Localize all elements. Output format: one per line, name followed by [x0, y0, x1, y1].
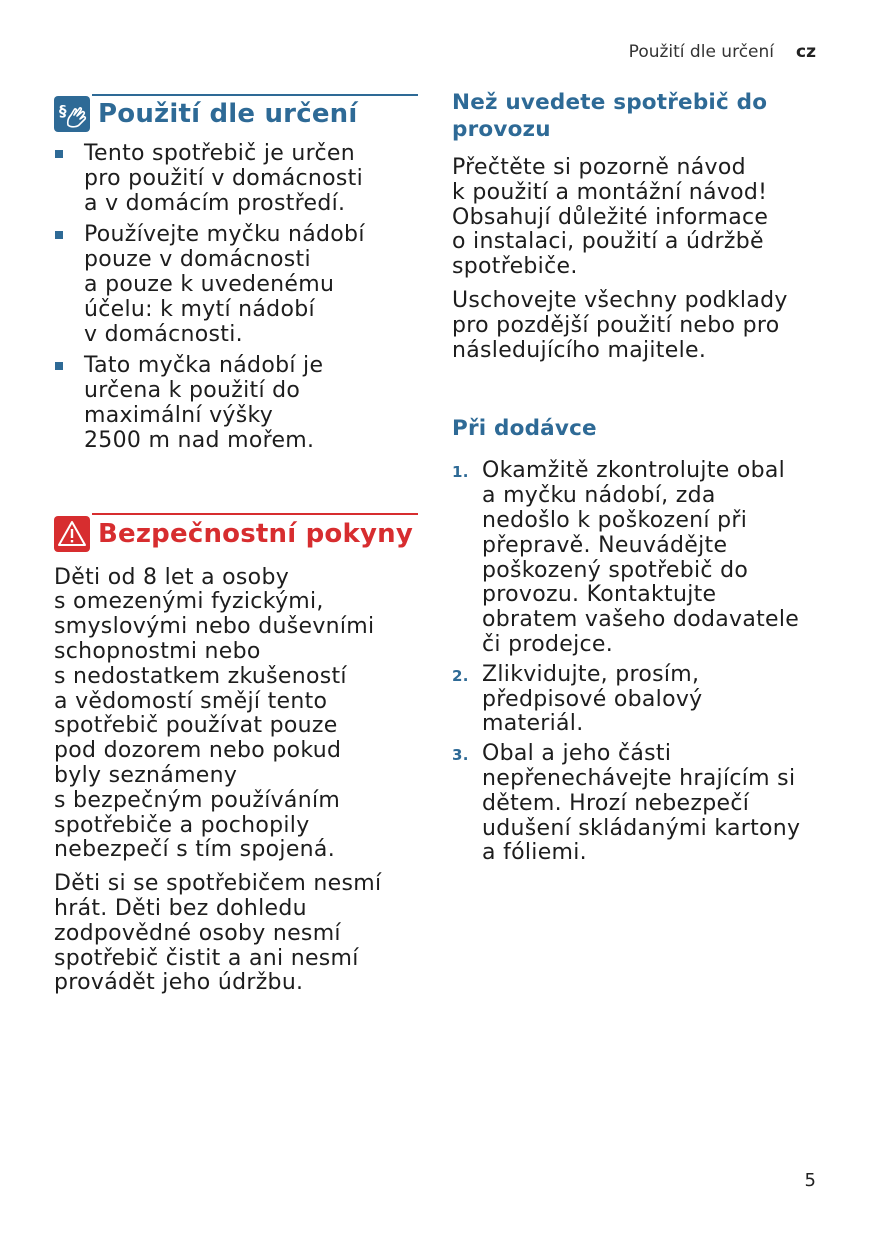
- safety-body: [54, 566, 418, 997]
- delivery-section: [452, 415, 824, 866]
- step-number: 2.: [452, 666, 469, 685]
- running-header: [629, 42, 816, 62]
- before-use-body: [452, 156, 824, 363]
- before-use-paragraph: Přečtěte si pozorně návod k použití a montážní návod! Obsahují důležité informace o instalaci, použití a údržbě spotřebiče.: [452, 155, 769, 280]
- delivery-steps: [452, 459, 824, 866]
- right-column: [452, 89, 824, 871]
- language-code: cz: [796, 42, 816, 62]
- list-item: [54, 223, 418, 347]
- step-number: 1.: [452, 463, 469, 482]
- step-text: Okamžitě zkontrolujte obal a myčku nádobí, zda nedošlo k poškození při přepravě. Neuvádějte poškozený spotřebič do provozu. Kontaktujte obratem vašeho dodavatele či prodejce.: [482, 458, 800, 657]
- intended-use-list: [54, 142, 418, 454]
- svg-text:§: §: [59, 102, 67, 120]
- step-text: Obal a jeho části nepřenechávejte hrajícím si dětem. Hrozí nebezpečí udušení skládanými kartony a fóliemi.: [482, 741, 801, 866]
- bullet-square: [55, 231, 63, 239]
- intended-use-icon: [54, 96, 90, 132]
- left-column: [54, 94, 418, 1005]
- list-item-text: Tento spotřebič je určen pro použití v domácnosti a v domácím prostředí.: [84, 141, 363, 216]
- heading-rule: [92, 94, 418, 96]
- warning-icon: [54, 516, 90, 552]
- step-item: [452, 459, 824, 657]
- step-item: [452, 663, 824, 737]
- safety-paragraph: Děti si se spotřebičem nesmí hrát. Děti bez dohledu zodpovědné osoby nesmí spotřebič čistit a ani nesmí provádět jeho údržbu.: [54, 871, 382, 996]
- list-item-text: Používejte myčku nádobí pouze v domácnosti a pouze k uvedenému účelu: k mytí nádobí v domácnosti.: [84, 222, 365, 347]
- heading-rule: [92, 513, 418, 515]
- step-text: Zlikvidujte, prosím, předpisové obalový materiál.: [482, 661, 703, 737]
- safety-paragraph: Děti od 8 let a osoby s omezenými fyzickými, smyslovými nebo duševními schopnostmi nebo s nedostatkem zkušeností a vědomostí smějí tento spotřebič používat pouze pod dozorem nebo pokud byly seznámeny s bezpečným používáním spotřebiče a pochopily nebezpečí s tím spojená.: [54, 564, 375, 863]
- header-section-title: Použití dle určení: [628, 42, 775, 62]
- intended-use-title: Použití dle určení: [98, 99, 358, 129]
- list-item: [54, 354, 418, 453]
- safety-title: Bezpečnostní pokyny: [98, 518, 413, 549]
- safety-heading: [54, 513, 418, 552]
- bullet-square: [55, 362, 63, 370]
- list-item-text: Tato myčka nádobí je určena k použití do maximální výšky 2500 m nad mořem.: [84, 353, 324, 453]
- step-number: 3.: [452, 746, 469, 765]
- safety-section: [54, 513, 418, 997]
- before-use-title: Než uvedete spotřebič do provozu: [452, 90, 768, 142]
- before-use-section: [452, 89, 824, 363]
- bullet-square: [55, 150, 63, 158]
- step-item: [452, 742, 824, 866]
- list-item: [54, 142, 418, 216]
- intended-use-heading: [54, 94, 418, 132]
- page-number: 5: [804, 1170, 816, 1191]
- delivery-title: Při dodávce: [452, 416, 597, 442]
- before-use-paragraph: Uschovejte všechny podklady pro pozdější použití nebo pro následujícího majitele.: [452, 287, 788, 363]
- intended-use-section: [54, 94, 418, 454]
